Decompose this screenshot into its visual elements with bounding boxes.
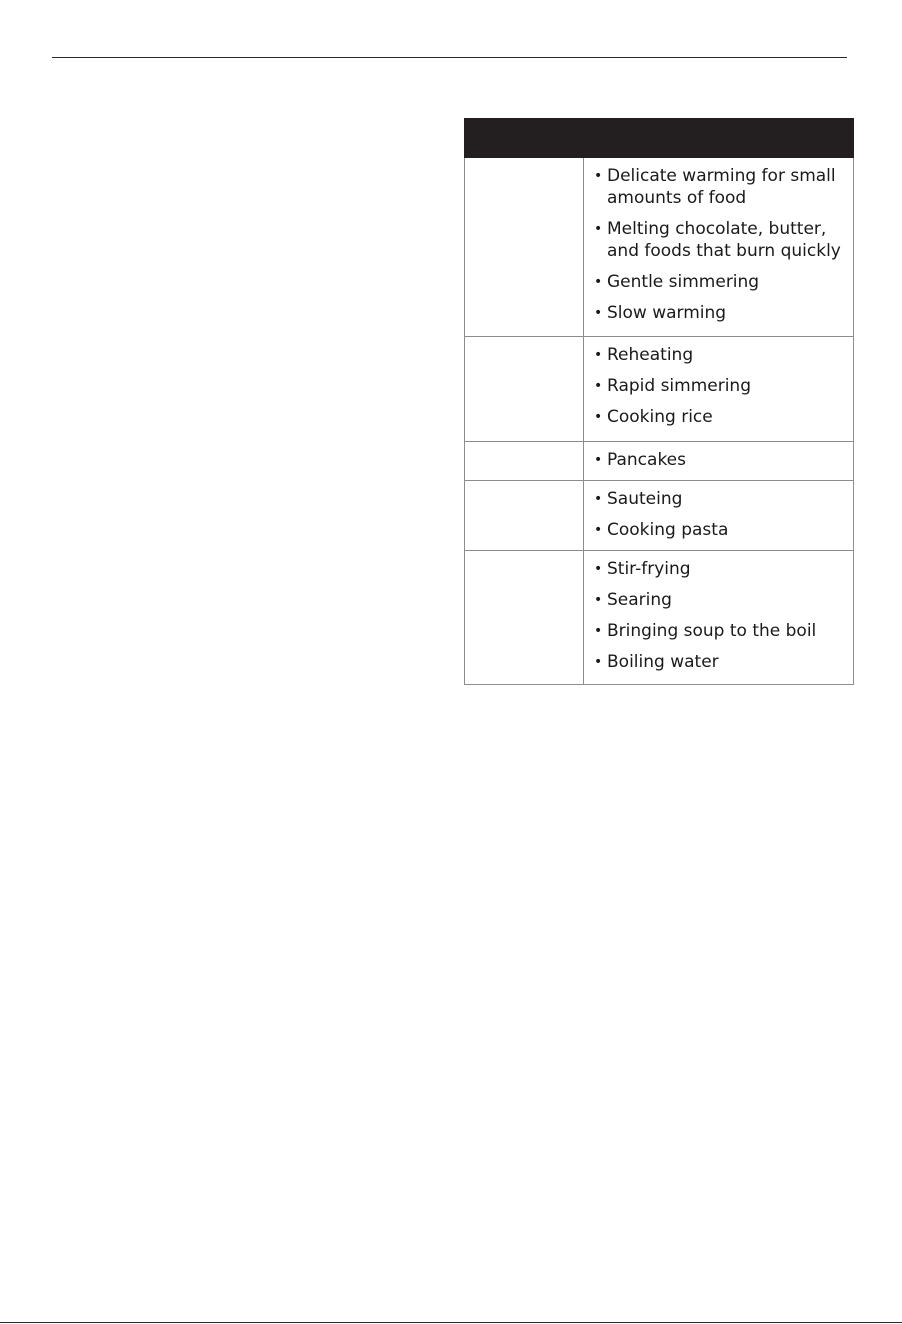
list-item: • Gentle simmering — [594, 271, 853, 293]
setting-cell — [465, 337, 584, 442]
list-item: • Stir-frying — [594, 558, 853, 580]
setting-cell — [465, 442, 584, 481]
uses-list — [584, 442, 853, 480]
table-row — [465, 442, 854, 481]
table-row — [465, 158, 854, 337]
table-row — [465, 481, 854, 551]
header-uses — [584, 119, 854, 158]
uses-cell — [584, 337, 854, 442]
list-item: • Searing — [594, 589, 853, 611]
header-rule — [52, 57, 847, 58]
list-item: • Boiling water — [594, 651, 853, 673]
setting-cell — [465, 551, 584, 685]
list-item: • Melting chocolate, butter, and foods that burn quickly — [594, 218, 853, 262]
uses-cell — [584, 442, 854, 481]
list-item: • Delicate warming for small amounts of food — [594, 165, 853, 209]
header-setting — [465, 119, 584, 158]
list-item: • Reheating — [594, 344, 853, 366]
setting-cell — [465, 158, 584, 337]
list-item: • Rapid simmering — [594, 375, 853, 397]
table-row — [465, 337, 854, 442]
uses-list — [584, 481, 853, 550]
uses-list — [584, 551, 853, 682]
uses-cell — [584, 158, 854, 337]
uses-list — [584, 158, 853, 333]
list-item: • Sauteing — [594, 488, 853, 510]
list-item: • Bringing soup to the boil — [594, 620, 853, 642]
uses-cell — [584, 551, 854, 685]
list-item: • Pancakes — [594, 449, 853, 471]
setting-cell — [465, 481, 584, 551]
table-row — [465, 551, 854, 685]
uses-cell — [584, 481, 854, 551]
table-header-row — [465, 119, 854, 158]
list-item: • Slow warming — [594, 302, 853, 324]
heat-settings-table — [464, 118, 854, 685]
footer-rule — [0, 1322, 902, 1323]
list-item: • Cooking rice — [594, 406, 853, 428]
uses-list — [584, 337, 853, 437]
list-item: • Cooking pasta — [594, 519, 853, 541]
